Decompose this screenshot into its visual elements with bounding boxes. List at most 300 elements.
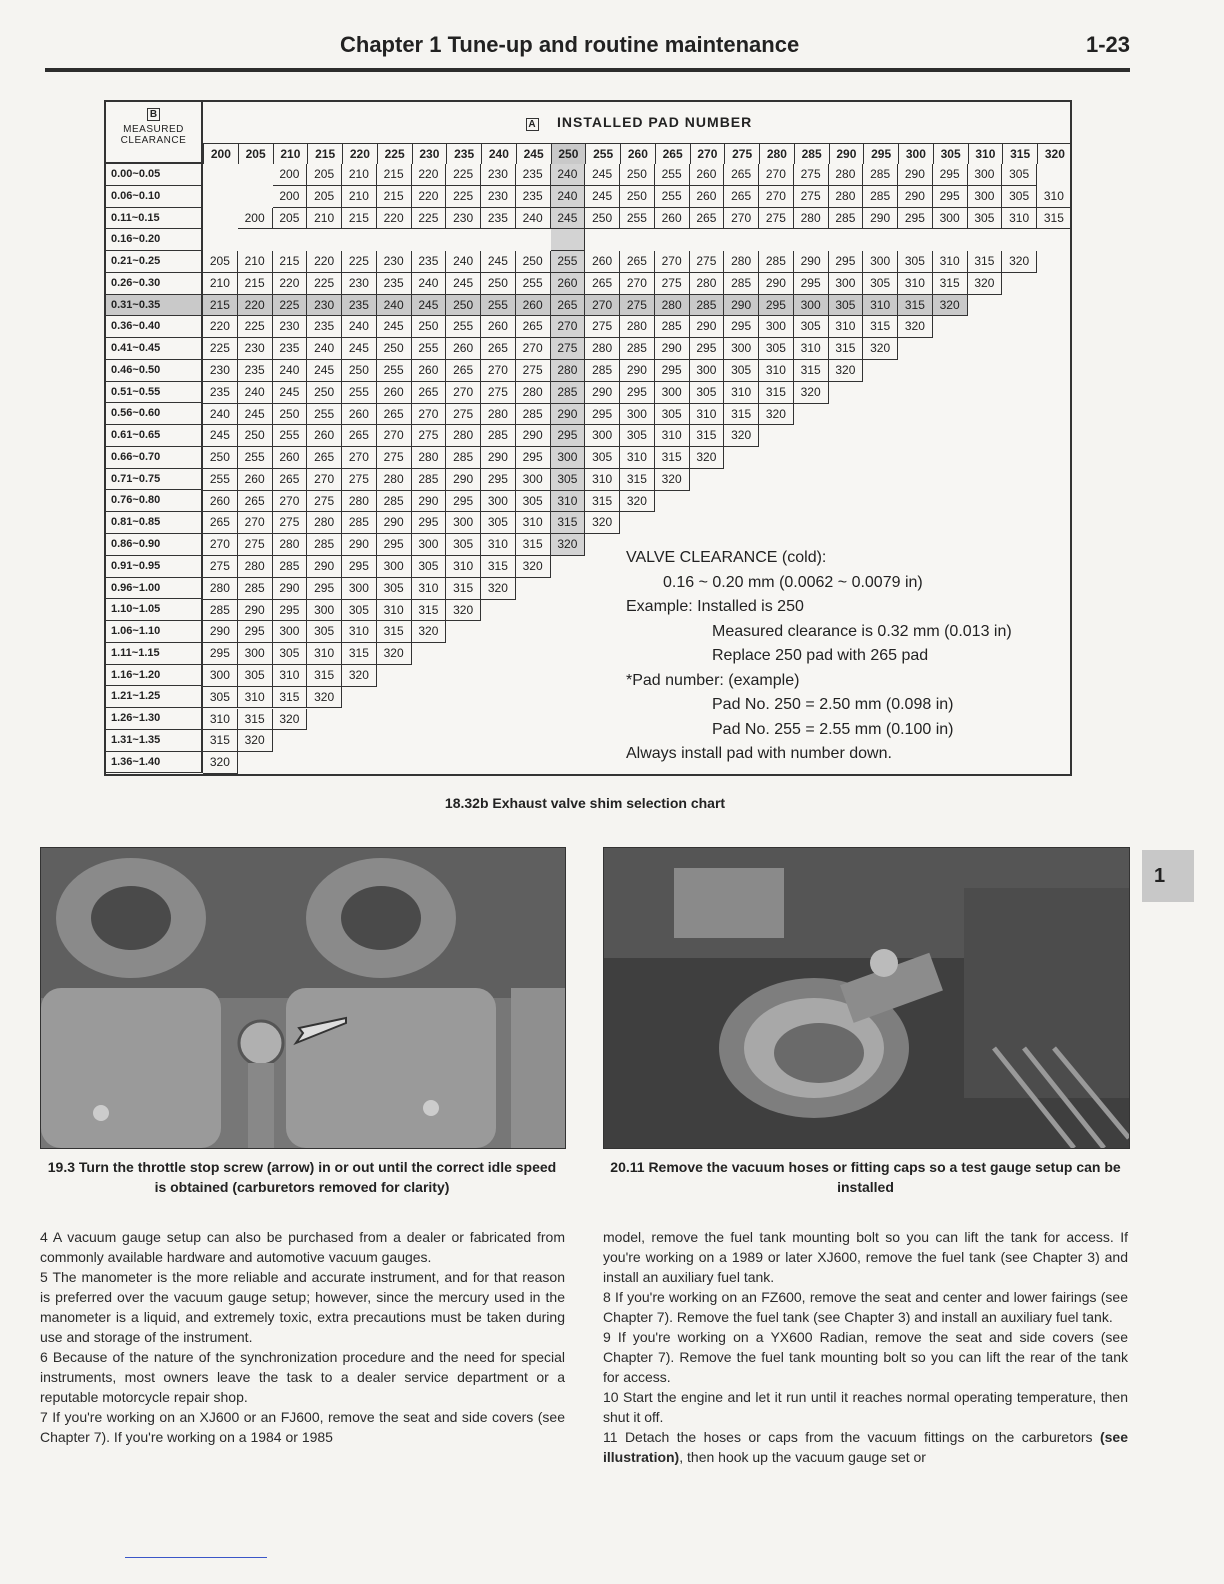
shim-cell: 270 bbox=[377, 425, 412, 447]
shim-cell: 295 bbox=[655, 360, 690, 382]
shim-cell: 260 bbox=[551, 273, 586, 295]
shim-cell: 255 bbox=[238, 447, 273, 469]
paragraph bbox=[603, 1427, 1128, 1467]
shim-cell: 225 bbox=[203, 338, 238, 360]
shim-cell: 245 bbox=[585, 186, 620, 208]
shim-cell: 280 bbox=[342, 491, 377, 513]
shim-cell: 260 bbox=[377, 382, 412, 404]
shim-cell: 305 bbox=[794, 316, 829, 338]
shim-cell: 310 bbox=[516, 512, 551, 534]
shim-cell: 320 bbox=[690, 447, 725, 469]
shim-cell: 275 bbox=[690, 251, 725, 273]
paragraph: 5 The manometer is the more reliable and accurate instrument, and for that reason is preferred over the vacuum gauge setup; however, since the mercury used in the manometer is a liquid, and extremely toxic, extra precautions must be taken during use and storage of the instrument. bbox=[40, 1269, 565, 1345]
shim-cell: 270 bbox=[238, 512, 273, 534]
shim-cell: 320 bbox=[551, 534, 586, 556]
shim-cell: 315 bbox=[342, 643, 377, 665]
shim-cell: 250 bbox=[342, 360, 377, 382]
shim-cell: 315 bbox=[794, 360, 829, 382]
shim-cell: 240 bbox=[412, 273, 447, 295]
shim-cell: 315 bbox=[446, 578, 481, 600]
clearance-row-labels bbox=[106, 164, 203, 773]
shim-cell: 245 bbox=[377, 316, 412, 338]
shim-cell: 290 bbox=[238, 600, 273, 622]
clearance-row-label: 1.36~1.40 bbox=[106, 752, 203, 774]
clearance-row-label: 0.96~1.00 bbox=[106, 578, 203, 600]
shim-cell: 245 bbox=[342, 338, 377, 360]
shim-cell: 290 bbox=[655, 338, 690, 360]
pad-column-header: 200 bbox=[203, 143, 238, 164]
shim-cell: 235 bbox=[412, 251, 447, 273]
shim-cell: 230 bbox=[481, 186, 516, 208]
clearance-row-label: 0.71~0.75 bbox=[106, 469, 203, 491]
shim-cell: 255 bbox=[307, 404, 342, 426]
shim-cell: 305 bbox=[516, 491, 551, 513]
shim-cell: 275 bbox=[794, 164, 829, 186]
clearance-row-label: 0.26~0.30 bbox=[106, 273, 203, 295]
shim-cell: 315 bbox=[829, 338, 864, 360]
shim-cell: 295 bbox=[342, 556, 377, 578]
shim-cell: 290 bbox=[273, 578, 308, 600]
shim-cell: 315 bbox=[585, 491, 620, 513]
shim-cell: 265 bbox=[516, 316, 551, 338]
shim-cell: 255 bbox=[655, 164, 690, 186]
shim-cell: 275 bbox=[238, 534, 273, 556]
shim-cell: 310 bbox=[724, 382, 759, 404]
note-pad-255: Pad No. 255 = 2.55 mm (0.100 in) bbox=[712, 720, 954, 738]
shim-cell: 265 bbox=[238, 491, 273, 513]
shim-cell: 300 bbox=[446, 512, 481, 534]
shim-cell: 270 bbox=[759, 186, 794, 208]
shim-cell: 310 bbox=[933, 251, 968, 273]
clearance-row-label: 0.51~0.55 bbox=[106, 382, 203, 404]
shim-cell: 310 bbox=[898, 273, 933, 295]
left-text-column bbox=[40, 1227, 565, 1447]
shim-cell: 230 bbox=[446, 208, 481, 230]
shim-cell: 320 bbox=[968, 273, 1003, 295]
shim-selection-chart bbox=[104, 100, 1072, 776]
shim-cell: 250 bbox=[412, 316, 447, 338]
shim-cell: 300 bbox=[829, 273, 864, 295]
shim-cell: 245 bbox=[551, 208, 586, 230]
see-illustration-ref: (see illustration) bbox=[603, 1429, 1128, 1465]
shim-cell: 250 bbox=[273, 404, 308, 426]
shim-cell: 315 bbox=[307, 665, 342, 687]
shim-cell: 270 bbox=[307, 469, 342, 491]
shim-cell: 225 bbox=[412, 208, 447, 230]
shim-cell: 320 bbox=[307, 687, 342, 709]
shim-cell: 315 bbox=[377, 621, 412, 643]
shim-cell: 285 bbox=[377, 491, 412, 513]
note-pad-250: Pad No. 250 = 2.50 mm (0.098 in) bbox=[712, 696, 954, 713]
chapter-title: Chapter 1 Tune-up and routine maintenance bbox=[340, 32, 800, 57]
shim-cell: 240 bbox=[238, 382, 273, 404]
shim-cell: 240 bbox=[551, 164, 586, 186]
shim-cell: 290 bbox=[481, 447, 516, 469]
shim-cell: 230 bbox=[203, 360, 238, 382]
note-replace: Replace 250 pad with 265 pad bbox=[712, 647, 929, 664]
shim-cell: 315 bbox=[933, 273, 968, 295]
shim-cell: 260 bbox=[412, 360, 447, 382]
pad-column-header: 305 bbox=[933, 143, 968, 164]
clearance-row-label: 0.41~0.45 bbox=[106, 338, 203, 360]
shim-cell: 315 bbox=[863, 316, 898, 338]
clearance-row-label: 0.21~0.25 bbox=[106, 251, 203, 273]
shim-cell: 215 bbox=[273, 251, 308, 273]
shim-cell: 280 bbox=[585, 338, 620, 360]
shim-cell: 290 bbox=[377, 512, 412, 534]
shim-cell: 285 bbox=[863, 186, 898, 208]
shim-cell: 220 bbox=[273, 273, 308, 295]
shim-cell: 295 bbox=[446, 491, 481, 513]
shim-cell: 300 bbox=[481, 491, 516, 513]
shim-cell: 280 bbox=[620, 316, 655, 338]
shim-cell: 320 bbox=[585, 512, 620, 534]
paragraph: 9 If you're working on a YX600 Radian, remove the seat and side covers (see Chapter 7). Remove the fuel tank mounting bolt so you can lift the rear of the tank for access. bbox=[603, 1329, 1128, 1385]
box-label-a: A bbox=[526, 118, 539, 131]
shim-cell: 280 bbox=[724, 251, 759, 273]
shim-cell: 250 bbox=[481, 273, 516, 295]
shim-cell: 250 bbox=[203, 447, 238, 469]
shim-cell: 275 bbox=[620, 295, 655, 317]
shim-cell: 280 bbox=[307, 512, 342, 534]
shim-cell: 245 bbox=[481, 251, 516, 273]
shim-cell: 265 bbox=[585, 273, 620, 295]
shim-cell: 310 bbox=[863, 295, 898, 317]
shim-cell: 210 bbox=[238, 251, 273, 273]
measured-clearance-header bbox=[106, 102, 203, 164]
shim-cell: 225 bbox=[273, 295, 308, 317]
shim-cell: 235 bbox=[481, 208, 516, 230]
shim-cell: 230 bbox=[342, 273, 377, 295]
shim-cell: 275 bbox=[551, 338, 586, 360]
shim-cell: 230 bbox=[481, 164, 516, 186]
shim-cell: 310 bbox=[620, 447, 655, 469]
shim-cell: 305 bbox=[481, 512, 516, 534]
shim-cell: 285 bbox=[446, 447, 481, 469]
shim-cell: 280 bbox=[829, 164, 864, 186]
shim-cell: 310 bbox=[690, 404, 725, 426]
shim-cell: 235 bbox=[203, 382, 238, 404]
shim-cell: 305 bbox=[1002, 164, 1037, 186]
shim-cell: 250 bbox=[307, 382, 342, 404]
shim-cell: 275 bbox=[203, 556, 238, 578]
shim-cell: 320 bbox=[1002, 251, 1037, 273]
shim-cell: 285 bbox=[481, 425, 516, 447]
carburetor-illustration bbox=[41, 848, 565, 1148]
shim-cell: 205 bbox=[273, 208, 308, 230]
pad-column-header: 290 bbox=[829, 143, 864, 164]
shim-cell: 305 bbox=[342, 600, 377, 622]
shim-cell: 220 bbox=[238, 295, 273, 317]
shim-cell: 320 bbox=[481, 578, 516, 600]
shim-cell: 310 bbox=[342, 621, 377, 643]
shim-cell: 265 bbox=[342, 425, 377, 447]
shim-cell: 310 bbox=[273, 665, 308, 687]
clearance-row-label: 0.86~0.90 bbox=[106, 534, 203, 556]
pad-column-header: 250 bbox=[551, 143, 586, 164]
shim-cell: 315 bbox=[690, 425, 725, 447]
shim-cell: 260 bbox=[585, 251, 620, 273]
clearance-label: CLEARANCE bbox=[120, 135, 187, 146]
shim-cell: 275 bbox=[412, 425, 447, 447]
shim-cell: 300 bbox=[968, 186, 1003, 208]
shim-cell: 320 bbox=[933, 295, 968, 317]
shim-cell: 215 bbox=[342, 208, 377, 230]
shim-cell: 255 bbox=[446, 316, 481, 338]
shim-cell: 255 bbox=[620, 208, 655, 230]
shim-cell: 310 bbox=[377, 600, 412, 622]
shim-cell: 295 bbox=[724, 316, 759, 338]
shim-cell: 250 bbox=[585, 208, 620, 230]
shim-cell: 245 bbox=[412, 295, 447, 317]
shim-cell: 270 bbox=[446, 382, 481, 404]
shim-cell: 280 bbox=[690, 273, 725, 295]
shim-cell: 265 bbox=[724, 164, 759, 186]
shim-cell: 265 bbox=[620, 251, 655, 273]
shim-cell: 260 bbox=[655, 208, 690, 230]
clearance-row-label: 1.06~1.10 bbox=[106, 621, 203, 643]
shim-cell: 320 bbox=[273, 709, 308, 731]
shim-cell: 240 bbox=[307, 338, 342, 360]
shim-cell: 320 bbox=[759, 404, 794, 426]
paragraph: 6 Because of the nature of the synchronization procedure and the need for special instruments, most owners leave the task to a dealer service department or a reputable motorcycle repair shop. bbox=[40, 1349, 565, 1405]
clearance-row-label: 1.11~1.15 bbox=[106, 643, 203, 665]
clearance-row-label: 0.46~0.50 bbox=[106, 360, 203, 382]
clearance-row-label: 1.26~1.30 bbox=[106, 708, 203, 730]
shim-cell: 290 bbox=[898, 164, 933, 186]
box-label-b: B bbox=[147, 108, 160, 121]
shim-cell: 285 bbox=[759, 251, 794, 273]
shim-cell: 320 bbox=[377, 643, 412, 665]
shim-cell: 245 bbox=[203, 425, 238, 447]
shim-cell: 275 bbox=[377, 447, 412, 469]
shim-cell: 310 bbox=[585, 469, 620, 491]
shim-cell: 280 bbox=[655, 295, 690, 317]
shim-cell: 255 bbox=[551, 251, 586, 273]
header-rule bbox=[45, 68, 1130, 72]
shim-cell: 270 bbox=[759, 164, 794, 186]
shim-cell: 260 bbox=[446, 338, 481, 360]
shim-cell: 310 bbox=[759, 360, 794, 382]
shim-cell: 305 bbox=[829, 295, 864, 317]
shim-cell: 270 bbox=[273, 491, 308, 513]
pad-column-header: 265 bbox=[655, 143, 690, 164]
shim-cell: 305 bbox=[273, 643, 308, 665]
photo-left-caption: 19.3 Turn the throttle stop screw (arrow) in or out until the correct idle speed is obtained (carburetors removed for clarity) bbox=[47, 1159, 557, 1195]
clearance-row-label: 0.00~0.05 bbox=[106, 164, 203, 186]
shim-cell: 315 bbox=[516, 534, 551, 556]
shim-cell: 280 bbox=[794, 208, 829, 230]
shim-cell: 295 bbox=[898, 208, 933, 230]
shim-cell: 285 bbox=[724, 273, 759, 295]
shim-cell: 295 bbox=[377, 534, 412, 556]
shim-cell: 315 bbox=[238, 709, 273, 731]
shim-cell: 270 bbox=[551, 316, 586, 338]
clearance-row-label: 0.11~0.15 bbox=[106, 208, 203, 230]
note-title: VALVE CLEARANCE (cold): bbox=[626, 549, 827, 566]
shim-cell: 315 bbox=[655, 447, 690, 469]
page-number: 1-23 bbox=[1085, 32, 1130, 57]
shim-cell: 210 bbox=[203, 273, 238, 295]
shim-cell: 310 bbox=[481, 534, 516, 556]
note-spec: 0.16 ~ 0.20 mm (0.0062 ~ 0.0079 in) bbox=[663, 573, 923, 591]
shim-cell: 265 bbox=[724, 186, 759, 208]
pad-column-header: 205 bbox=[238, 143, 273, 164]
shim-cell: 210 bbox=[307, 208, 342, 230]
shim-cell: 270 bbox=[342, 447, 377, 469]
shim-cell: 225 bbox=[342, 251, 377, 273]
shim-cell: 265 bbox=[377, 404, 412, 426]
clearance-row-label: 0.66~0.70 bbox=[106, 447, 203, 469]
shim-cell: 305 bbox=[724, 360, 759, 382]
shim-cell: 275 bbox=[273, 512, 308, 534]
shim-cell: 320 bbox=[724, 425, 759, 447]
shim-cell: 275 bbox=[759, 208, 794, 230]
note-install: Always install pad with number down. bbox=[626, 745, 892, 762]
shim-cell: 320 bbox=[516, 556, 551, 578]
shim-cell: 200 bbox=[273, 164, 308, 186]
shim-cell: 280 bbox=[273, 534, 308, 556]
shim-cell: 310 bbox=[446, 556, 481, 578]
shim-cell: 290 bbox=[620, 360, 655, 382]
shim-cell: 230 bbox=[273, 316, 308, 338]
shim-cell: 275 bbox=[446, 404, 481, 426]
clearance-row-label: 1.21~1.25 bbox=[106, 686, 203, 708]
shim-cell: 205 bbox=[307, 164, 342, 186]
shim-cell: 300 bbox=[655, 382, 690, 404]
clearance-row-label: 0.06~0.10 bbox=[106, 186, 203, 208]
shim-cell: 200 bbox=[273, 186, 308, 208]
shim-cell: 310 bbox=[1037, 186, 1072, 208]
shim-cell: 315 bbox=[898, 295, 933, 317]
shim-cell: 290 bbox=[724, 295, 759, 317]
paragraph-11-text: 11 Detach the hoses or caps from the vacuum fittings on the carburetors bbox=[603, 1429, 1100, 1445]
shim-cell: 315 bbox=[412, 600, 447, 622]
shim-cell: 280 bbox=[446, 425, 481, 447]
shim-cell: 300 bbox=[794, 295, 829, 317]
pad-column-header: 255 bbox=[585, 143, 620, 164]
shim-cell: 305 bbox=[655, 404, 690, 426]
shim-cell: 295 bbox=[551, 425, 586, 447]
shim-cell: 305 bbox=[1002, 186, 1037, 208]
shim-cell: 285 bbox=[273, 556, 308, 578]
shim-cell: 295 bbox=[933, 186, 968, 208]
shim-cell: 255 bbox=[377, 360, 412, 382]
shim-cell: 235 bbox=[273, 338, 308, 360]
shim-cell: 220 bbox=[377, 208, 412, 230]
shim-cell: 290 bbox=[794, 251, 829, 273]
clearance-row-label: 0.36~0.40 bbox=[106, 316, 203, 338]
shim-cell: 245 bbox=[307, 360, 342, 382]
shim-cell: 320 bbox=[655, 469, 690, 491]
shim-cell: 280 bbox=[829, 186, 864, 208]
shim-cell: 235 bbox=[377, 273, 412, 295]
shim-cell: 295 bbox=[481, 469, 516, 491]
shim-cell: 210 bbox=[342, 186, 377, 208]
note-example: Example: Installed is 250 bbox=[626, 598, 804, 615]
shim-cell: 265 bbox=[203, 512, 238, 534]
shim-cell: 310 bbox=[203, 709, 238, 731]
shim-cell: 230 bbox=[238, 338, 273, 360]
shim-cell: 250 bbox=[516, 251, 551, 273]
paragraph-11-end: , then hook up the vacuum gauge set or bbox=[679, 1449, 926, 1465]
shim-cell: 295 bbox=[412, 512, 447, 534]
shim-cell: 245 bbox=[446, 273, 481, 295]
shim-cell: 295 bbox=[933, 164, 968, 186]
shim-cell: 300 bbox=[377, 556, 412, 578]
shim-cell: 305 bbox=[585, 447, 620, 469]
shim-cell: 280 bbox=[238, 556, 273, 578]
pad-column-header: 220 bbox=[342, 143, 377, 164]
shim-cell: 320 bbox=[620, 491, 655, 513]
clearance-row-label: 1.31~1.35 bbox=[106, 730, 203, 752]
shim-cell: 270 bbox=[620, 273, 655, 295]
shim-cell: 320 bbox=[412, 621, 447, 643]
shim-cell: 220 bbox=[412, 186, 447, 208]
shim-cell: 250 bbox=[620, 164, 655, 186]
shim-cell: 295 bbox=[203, 643, 238, 665]
shim-cell: 235 bbox=[342, 295, 377, 317]
pad-column-header: 215 bbox=[307, 143, 342, 164]
shim-cell: 305 bbox=[446, 534, 481, 556]
clearance-row-label: 0.31~0.35 bbox=[106, 295, 203, 317]
shim-cell: 290 bbox=[551, 404, 586, 426]
shim-cell: 270 bbox=[516, 338, 551, 360]
clearance-row-label: 0.16~0.20 bbox=[106, 229, 203, 251]
shim-cell: 300 bbox=[933, 208, 968, 230]
shim-cell: 255 bbox=[273, 425, 308, 447]
shim-cell: 270 bbox=[724, 208, 759, 230]
chapter-tab: 1 bbox=[1142, 850, 1194, 902]
shim-cell: 320 bbox=[898, 316, 933, 338]
shim-cell: 225 bbox=[446, 186, 481, 208]
shim-cell: 225 bbox=[307, 273, 342, 295]
paragraph: model, remove the fuel tank mounting bolt so you can lift the tank for access. If you're working on a 1989 or later XJ600, remove the fuel tank (see Chapter 3) and install an auxiliary fuel tank. bbox=[603, 1229, 1128, 1285]
shim-cell: 305 bbox=[412, 556, 447, 578]
shim-cell: 305 bbox=[307, 621, 342, 643]
pad-column-header: 225 bbox=[377, 143, 412, 164]
shim-cell: 315 bbox=[273, 687, 308, 709]
shim-cell: 240 bbox=[516, 208, 551, 230]
shim-cell: 305 bbox=[690, 382, 725, 404]
shim-cell: 300 bbox=[516, 469, 551, 491]
shim-cell: 255 bbox=[516, 273, 551, 295]
shim-cell: 290 bbox=[759, 273, 794, 295]
shim-cell: 300 bbox=[273, 621, 308, 643]
shim-cell: 305 bbox=[898, 251, 933, 273]
shim-cell: 320 bbox=[794, 382, 829, 404]
shim-cell: 295 bbox=[516, 447, 551, 469]
shim-cell: 300 bbox=[863, 251, 898, 273]
shim-cell: 285 bbox=[307, 534, 342, 556]
shim-cell: 270 bbox=[481, 360, 516, 382]
shim-cell: 205 bbox=[203, 251, 238, 273]
shim-cell: 285 bbox=[412, 469, 447, 491]
shim-cell: 265 bbox=[690, 208, 725, 230]
shim-cell: 295 bbox=[759, 295, 794, 317]
pad-column-header: 280 bbox=[759, 143, 794, 164]
shim-cell: 235 bbox=[238, 360, 273, 382]
shim-cell: 210 bbox=[342, 164, 377, 186]
clearance-row-label: 0.61~0.65 bbox=[106, 425, 203, 447]
shim-cell: 290 bbox=[342, 534, 377, 556]
shim-cell: 250 bbox=[377, 338, 412, 360]
shim-cell: 260 bbox=[516, 295, 551, 317]
shim-cell: 220 bbox=[203, 316, 238, 338]
shim-cell: 255 bbox=[481, 295, 516, 317]
shim-cell: 240 bbox=[342, 316, 377, 338]
paragraph: 10 Start the engine and let it run until it reaches normal operating temperature, then shut it off. bbox=[603, 1389, 1128, 1425]
